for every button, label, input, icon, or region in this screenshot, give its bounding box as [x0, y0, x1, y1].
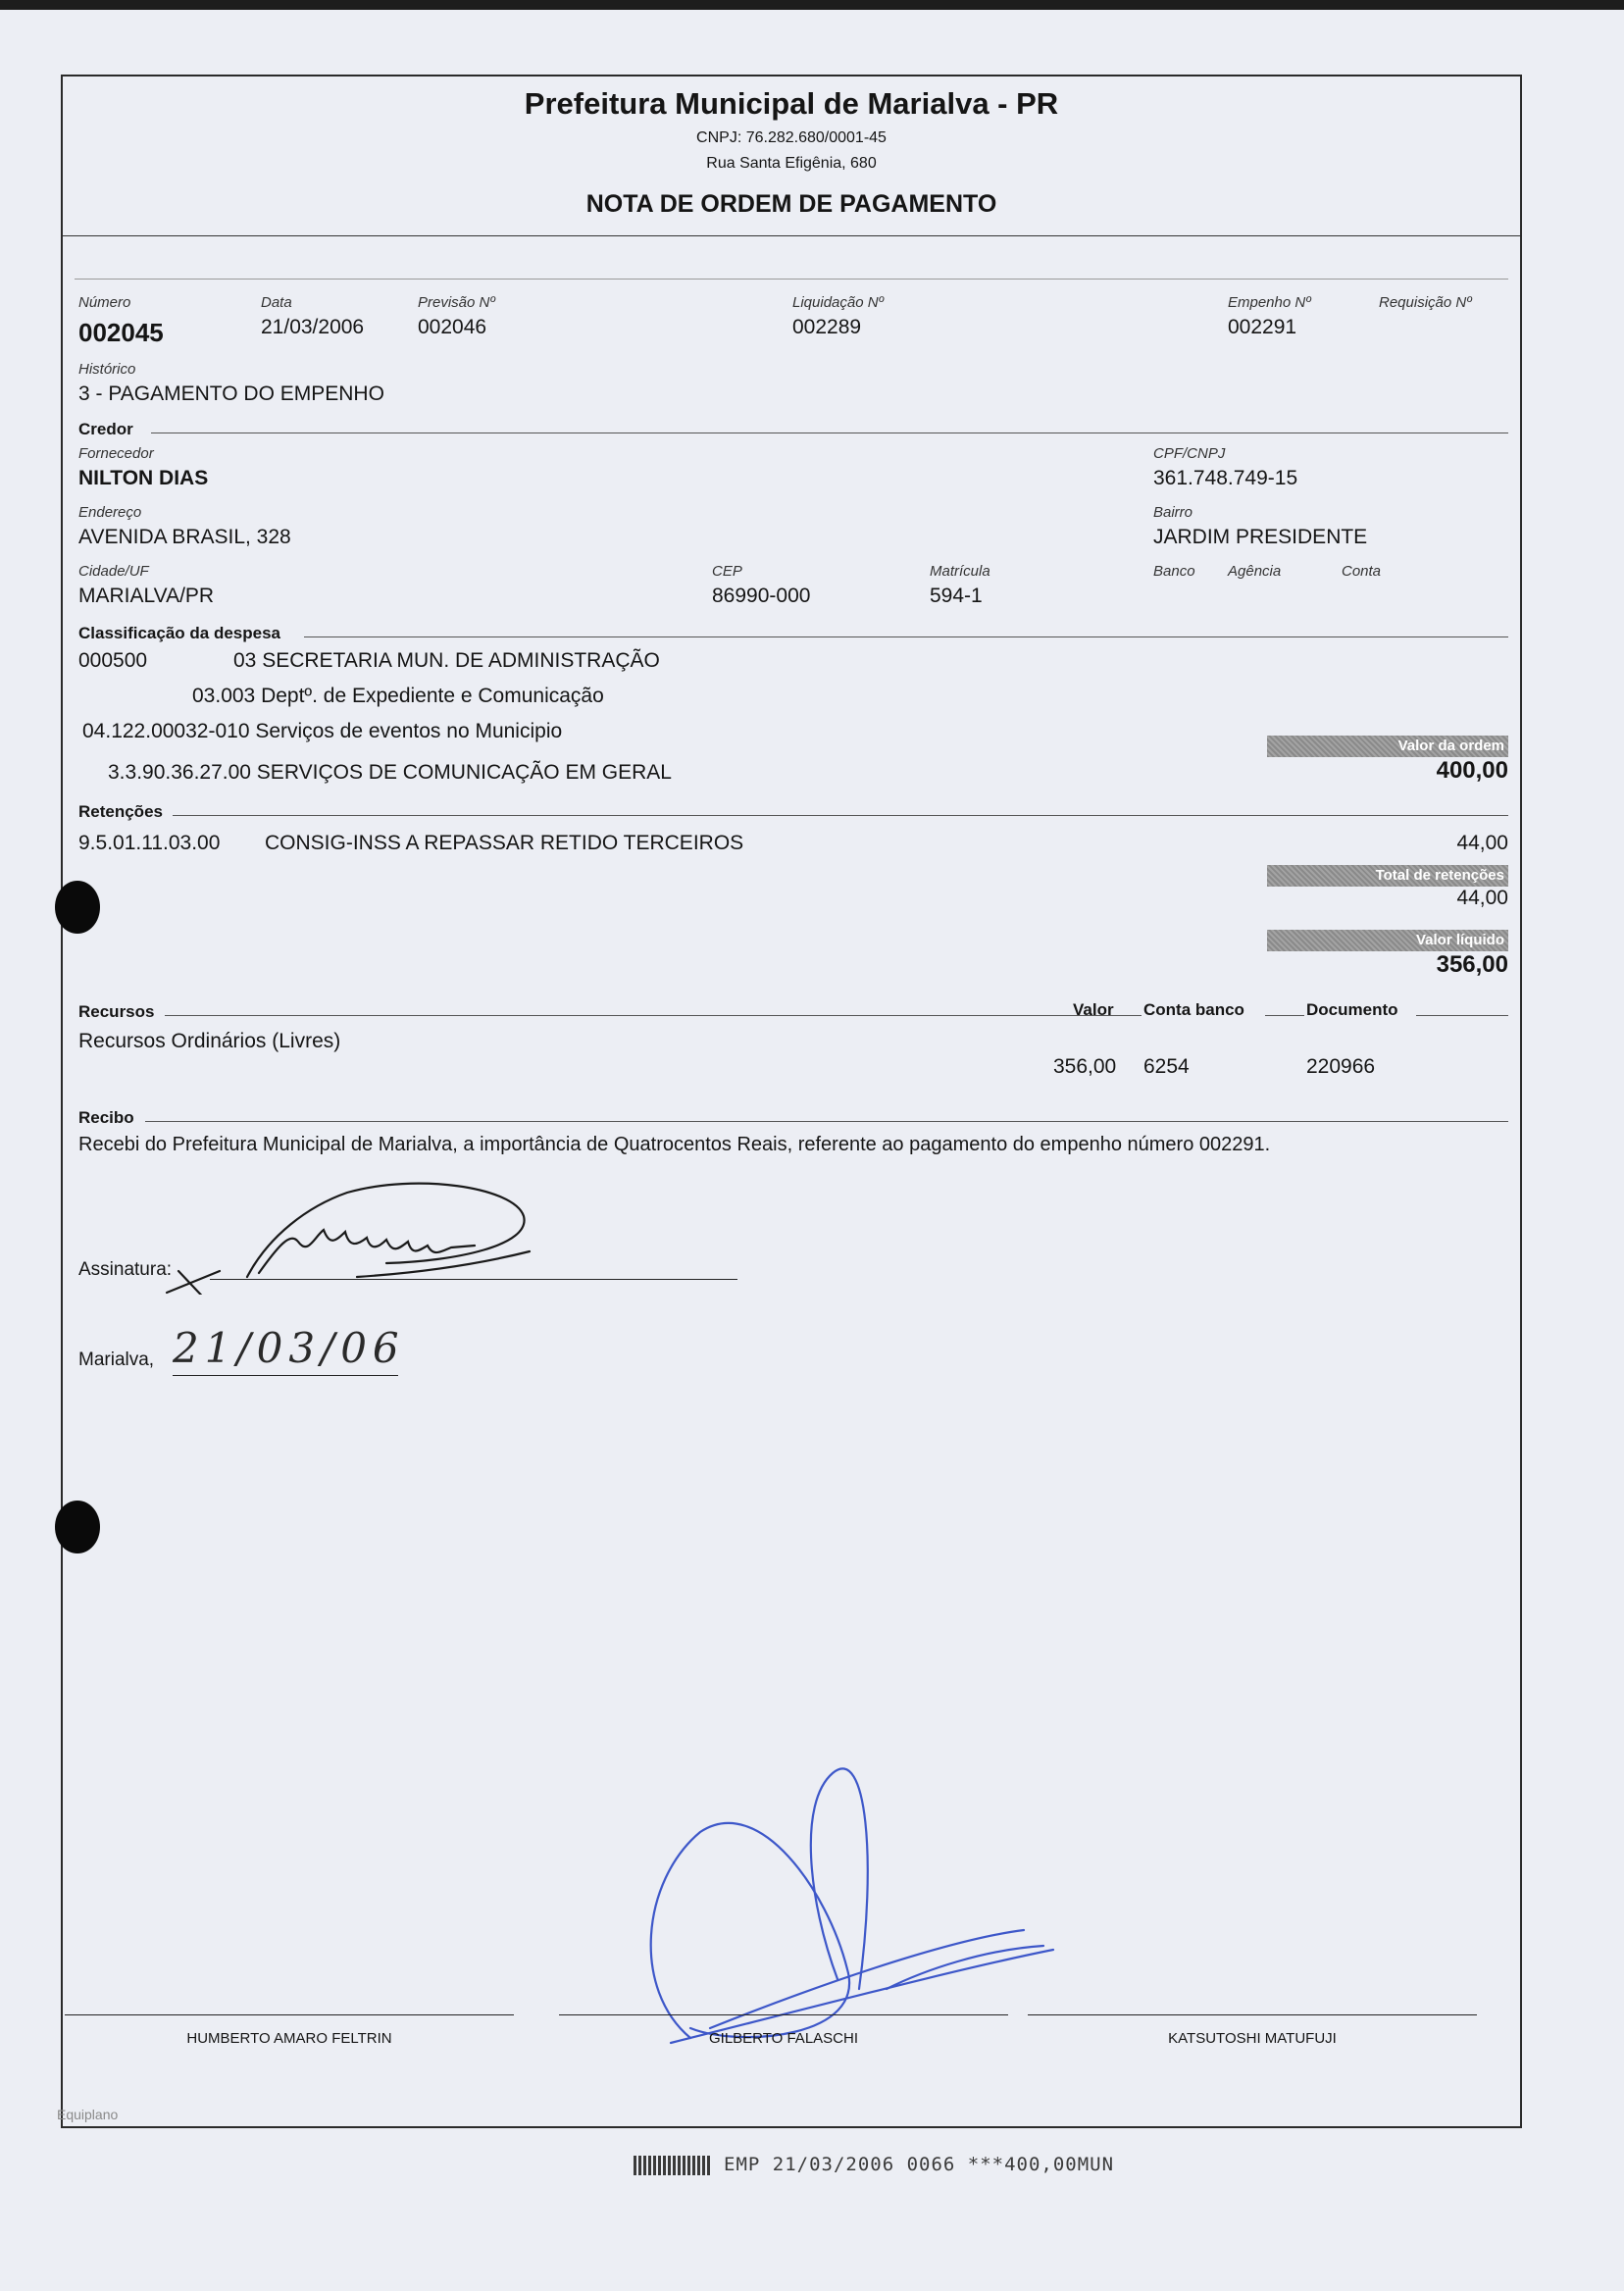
agencia-label: Agência — [1228, 563, 1282, 580]
data-label: Data — [261, 294, 292, 311]
local-label: Marialva, — [78, 1349, 155, 1370]
total-retencoes-bar: Total de retenções — [1267, 865, 1508, 887]
historico-value: 3 - PAGAMENTO DO EMPENHO — [78, 382, 384, 405]
cpf-value: 361.748.749-15 — [1153, 467, 1298, 489]
cidade-label: Cidade/UF — [78, 563, 149, 580]
bairro-value: JARDIM PRESIDENTE — [1153, 526, 1368, 548]
signatory-2: GILBERTO FALASCHI — [709, 2030, 858, 2047]
recursos-rule-4 — [1416, 1015, 1508, 1016]
cep-label: CEP — [712, 563, 742, 580]
retencoes-section: Retenções — [78, 802, 163, 821]
bairro-label: Bairro — [1153, 504, 1193, 521]
fornecedor-value: NILTON DIAS — [78, 467, 209, 489]
cidade-value: MARIALVA/PR — [78, 585, 215, 607]
retencao-code: 9.5.01.11.03.00 — [78, 832, 221, 854]
software-label: Equiplano — [57, 2107, 119, 2122]
numero-value: 002045 — [78, 318, 164, 347]
recibo-rule — [145, 1121, 1508, 1122]
org-cnpj: CNPJ: 76.282.680/0001-45 — [696, 129, 887, 146]
programa: 04.122.00032-010 Serviços de eventos no Municipio — [82, 720, 563, 742]
historico-label: Histórico — [78, 361, 136, 378]
endereco-label: Endereço — [78, 504, 142, 521]
stamp-mark-icon — [634, 2156, 710, 2175]
retencao-value: 44,00 — [1456, 832, 1508, 854]
org-name: Prefeitura Municipal de Marialva - PR — [524, 86, 1059, 121]
matricula-value: 594-1 — [930, 585, 983, 607]
doc-title: NOTA DE ORDEM DE PAGAMENTO — [585, 190, 997, 218]
valor-liquido-bar: Valor líquido — [1267, 930, 1508, 951]
secretaria: 03 SECRETARIA MUN. DE ADMINISTRAÇÃO — [233, 649, 660, 672]
org-address: Rua Santa Efigênia, 680 — [706, 155, 877, 172]
cpf-label: CPF/CNPJ — [1153, 445, 1226, 462]
classificacao-code: 000500 — [78, 649, 148, 672]
document-frame — [57, 75, 1522, 2128]
valor-ordem-value: 400,00 — [1436, 757, 1508, 784]
recursos-rule-2 — [1128, 1015, 1142, 1016]
recursos-section: Recursos — [78, 1002, 155, 1021]
fornecedor-label: Fornecedor — [78, 445, 154, 462]
handwritten-date: 21/03/06 — [173, 1324, 405, 1372]
matricula-label: Matrícula — [930, 563, 990, 580]
recursos-documento-label: Documento — [1306, 1000, 1398, 1019]
signatory-3: KATSUTOSHI MATUFUJI — [1168, 2030, 1337, 2047]
liquidacao-label: Liquidação Nº — [792, 294, 885, 311]
elemento: 3.3.90.36.27.00 SERVIÇOS DE COMUNICAÇÃO EM GERAL — [108, 761, 672, 784]
data-value: 21/03/2006 — [261, 316, 365, 338]
punch-hole-top — [55, 881, 100, 934]
total-retencoes-value: 44,00 — [1456, 887, 1508, 909]
recursos-documento: 220966 — [1306, 1055, 1376, 1078]
official-signature — [632, 1744, 1083, 2058]
scan-top-edge — [0, 0, 1624, 10]
recibo-text: Recebi do Prefeitura Municipal de Marialva, a importância de Quatrocentos Reais, referente ao pagamento do empenho número 002291. — [78, 1134, 1271, 1155]
recursos-valor-label: Valor — [1073, 1000, 1114, 1019]
recibo-section: Recibo — [78, 1108, 134, 1127]
valor-liquido-value: 356,00 — [1436, 951, 1508, 978]
numero-label: Número — [78, 294, 131, 311]
banco-label: Banco — [1153, 563, 1195, 580]
requisicao-label: Requisição Nº — [1379, 294, 1472, 311]
recursos-valor: 356,00 — [1053, 1055, 1117, 1078]
signatory-1: HUMBERTO AMARO FELTRIN — [186, 2030, 392, 2047]
header-divider — [63, 235, 1520, 236]
recursos-conta-label: Conta banco — [1143, 1000, 1244, 1019]
previsao-value: 002046 — [418, 316, 487, 338]
punch-hole-bottom — [55, 1501, 100, 1553]
sig-line-1 — [65, 2014, 514, 2015]
liquidacao-value: 002289 — [792, 316, 862, 338]
conta-label: Conta — [1342, 563, 1382, 580]
empenho-value: 002291 — [1228, 316, 1297, 338]
recursos-rule-3 — [1265, 1015, 1304, 1016]
recursos-desc: Recursos Ordinários (Livres) — [78, 1030, 341, 1052]
retencao-desc: CONSIG-INSS A REPASSAR RETIDO TERCEIROS — [265, 832, 744, 854]
empenho-label: Empenho Nº — [1228, 294, 1311, 311]
credor-section: Credor — [78, 420, 133, 438]
sig-line-3 — [1028, 2014, 1477, 2015]
valor-ordem-bar: Valor da ordem — [1267, 736, 1508, 757]
cep-value: 86990-000 — [712, 585, 811, 607]
footer-stamp — [634, 2154, 1114, 2175]
footer-stamp-text: EMP 21/03/2006 0066 ***400,00MUN — [724, 2154, 1115, 2175]
retencoes-rule — [173, 815, 1508, 816]
recursos-rule — [165, 1015, 1128, 1016]
assinatura-label: Assinatura: — [78, 1259, 173, 1280]
classificacao-rule — [304, 636, 1508, 637]
recursos-conta: 6254 — [1143, 1055, 1190, 1078]
departamento: 03.003 Deptº. de Expediente e Comunicação — [192, 685, 604, 707]
previsao-label: Previsão Nº — [418, 294, 495, 311]
sig-line-2 — [559, 2014, 1008, 2015]
header-divider-2 — [75, 279, 1508, 280]
classificacao-section: Classificação da despesa — [78, 624, 281, 642]
endereco-value: AVENIDA BRASIL, 328 — [78, 526, 291, 548]
recipient-signature — [161, 1177, 592, 1295]
date-line — [173, 1375, 398, 1376]
